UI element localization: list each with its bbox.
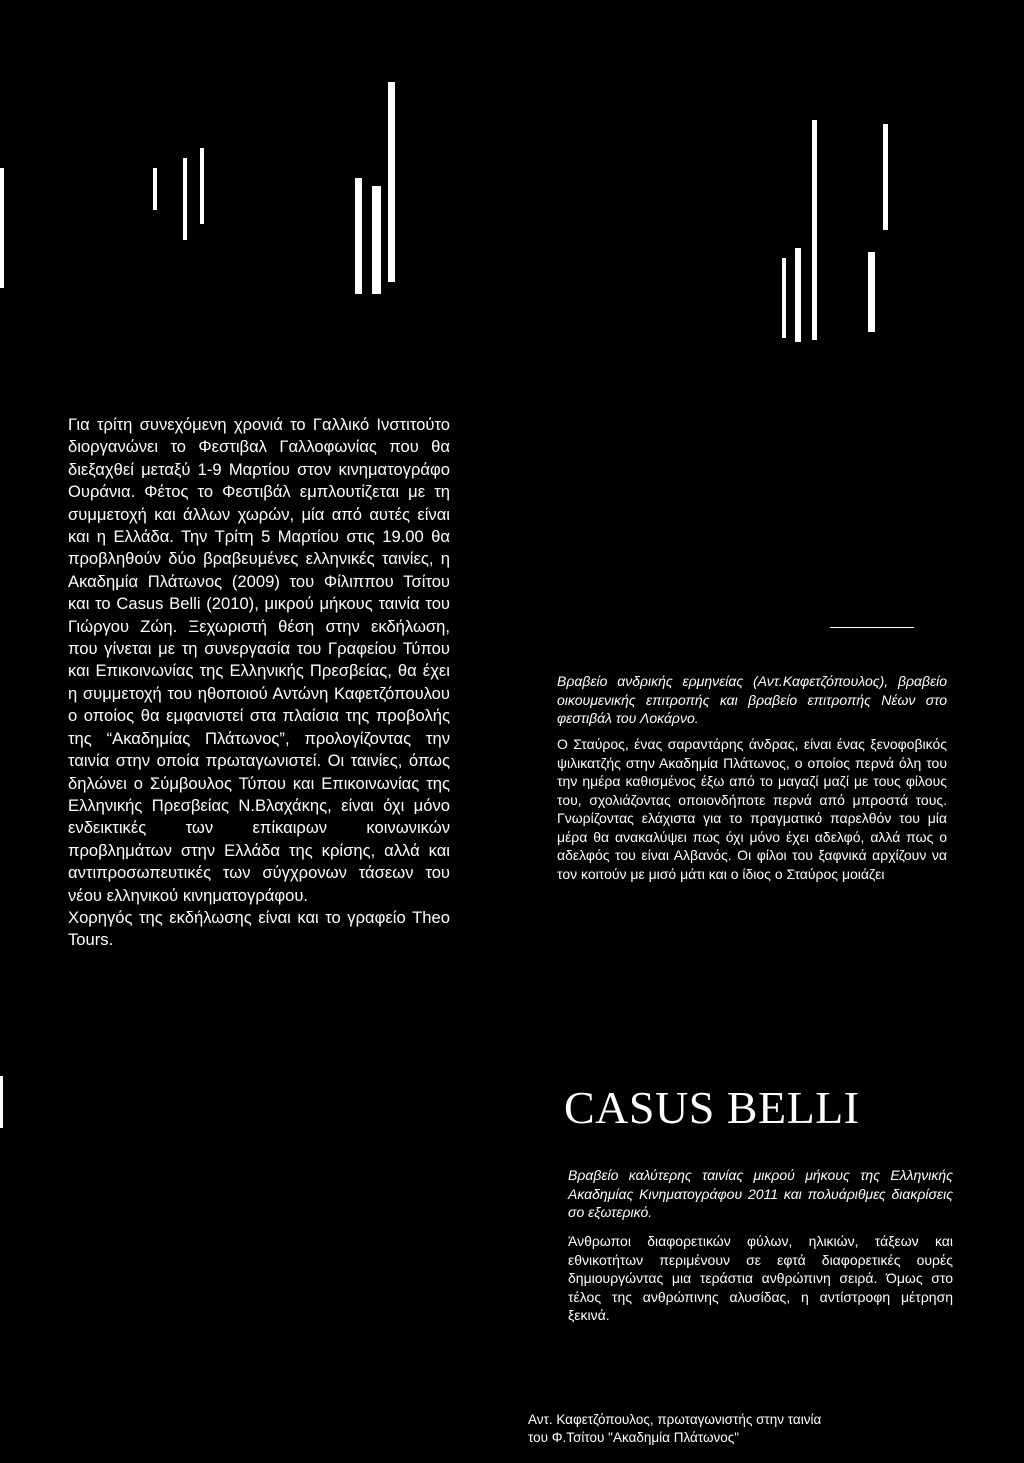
article-paragraph: Χορηγός της εκδήλωσης είναι και το γραφείο Theo Tours. bbox=[68, 907, 450, 950]
photo-stroke bbox=[372, 186, 381, 294]
photo-stroke bbox=[795, 248, 801, 342]
photo-stroke bbox=[782, 258, 786, 338]
plato-academy-award: Βραβείο ανδρικής ερμηνείας (Αντ.Καφετζόπουλος), βραβείο οικουμενικής επιτροπής και βραβείο επιτροπής Νέων στο φεστιβάλ του Λοκάρνο. bbox=[557, 673, 947, 726]
photo-left bbox=[0, 0, 470, 380]
photo-caption bbox=[528, 1411, 908, 1446]
plato-academy-synopsis: Ο Σταύρος, ένας σαραντάρης άνδρας, είναι ένας ξενοφοβικός ψιλικατζής στην Ακαδημία Πλάτωνος, ο οποίος περνά όλη του την ημέρα καθισμένος έξω από το μαγαζί μαζί με τους φίλους του, σχολιάζοντας οποιονδήποτε περνά από μπροστά τους. Γνωρίζοντας ελάχιστα για το πραγματικό παρελθόν του μία μέρα θα ανακαλύψει πως όχι μόνο έχει αδελφό, αλλά πως ο αδελφός του είναι Αλβανός. Οι φίλοι του ξαφνικά αρχίζουν να τον κοιτούν με μισό μάτι και ο ίδιος ο Σταύρος μοιάζει bbox=[557, 736, 947, 882]
casus-belli-title: CASUS BELLI bbox=[564, 1082, 860, 1133]
photo-stroke bbox=[183, 158, 187, 240]
edge-mark bbox=[0, 1076, 3, 1128]
caption-line: Αντ. Καφετζόπουλος, πρωταγωνιστής στην ταινία bbox=[528, 1412, 822, 1427]
edge-mark bbox=[0, 168, 4, 288]
photo-stroke bbox=[388, 82, 395, 282]
photo-stroke bbox=[883, 124, 888, 230]
casus-belli-award: Βραβείο καλύτερης ταινίας μικρού μήκους της Ελληνικής Ακαδημίας Κινηματογράφου 2011 και πολυάριθμες διακρίσεις σο εξωτερικό. bbox=[568, 1167, 953, 1220]
article-paragraph: Για τρίτη συνεχόμενη χρονιά το Γαλλικό Ινστιτούτο διοργανώνει το Φεστιβαλ Γαλλοφωνίας που θα διεξαχθεί μεταξύ 1-9 Μαρτίου στον κινηματογράφο Ουράνια. Φέτος το Φεστιβάλ εμπλουτίζεται με τη συμμετοχή και άλλων χωρών, μία από αυτές είναι και η Ελλάδα. Την Τρίτη 5 Μαρτίου στις 19.00 θα προβληθούν δύο βραβευμένες ελληνικές ταινίες, η Ακαδημία Πλάτωνος (2009) του Φίλιππου Τσίτου και το Casus Belli (2010), μικρού μήκους ταινία του Γιώργου Ζώη. Ξεχωριστή θέση στην εκδήλωση, που γίνεται με τη συνεργασία του Γραφείου Τύπου και Επικοινωνίας της Ελληνικής Πρεσβείας, θα έχει η συμμετοχή του ηθοποιού Αντώνη Καφετζόπουλου ο οποίος θα εμφανιστεί στα πλαίσια της προβολής της “Ακαδημίας Πλάτωνος”, προλογίζοντας την ταινία στην οποία πρωταγωνιστεί. Οι ταινίες, όπως δηλώνει ο Σύμβουλος Τύπου και Επικοινωνίας της Ελληνικής Πρεσβείας Ν.Βλαχάκης, είναι όχι μόνο ενδεικτικές των επίκαιρων κοινωνικών προβλημάτων στην Ελλάδα της κρίσης, αλλά και αντιπροσωπευτικές των σύγχρονων τάσεων του νέου ελληνικού κινηματογράφου. bbox=[68, 415, 450, 905]
photo-stroke bbox=[200, 148, 204, 224]
casus-belli-synopsis: Άνθρωποι διαφορετικών φύλων, ηλικιών, τάξεων και εθνικοτήτων περιμένουν σε εφτά διαφορετικές ουρές δημιουργώντας μια τεράστια ανθρώπινη σειρά. Όμως στο τέλος της ανθρώπινης αλυσίδας, η αντίστροφη μέτρηση ξεκινά. bbox=[568, 1233, 953, 1323]
caption-line: του Φ.Τσίτου "Ακαδημία Πλάτωνος" bbox=[528, 1429, 740, 1445]
photo-stroke bbox=[355, 178, 362, 294]
main-article bbox=[68, 414, 450, 952]
photo-stroke bbox=[153, 168, 157, 210]
photo-right bbox=[760, 0, 1024, 360]
divider-line bbox=[830, 627, 914, 628]
photo-stroke bbox=[868, 252, 875, 332]
photo-stroke bbox=[812, 120, 817, 340]
